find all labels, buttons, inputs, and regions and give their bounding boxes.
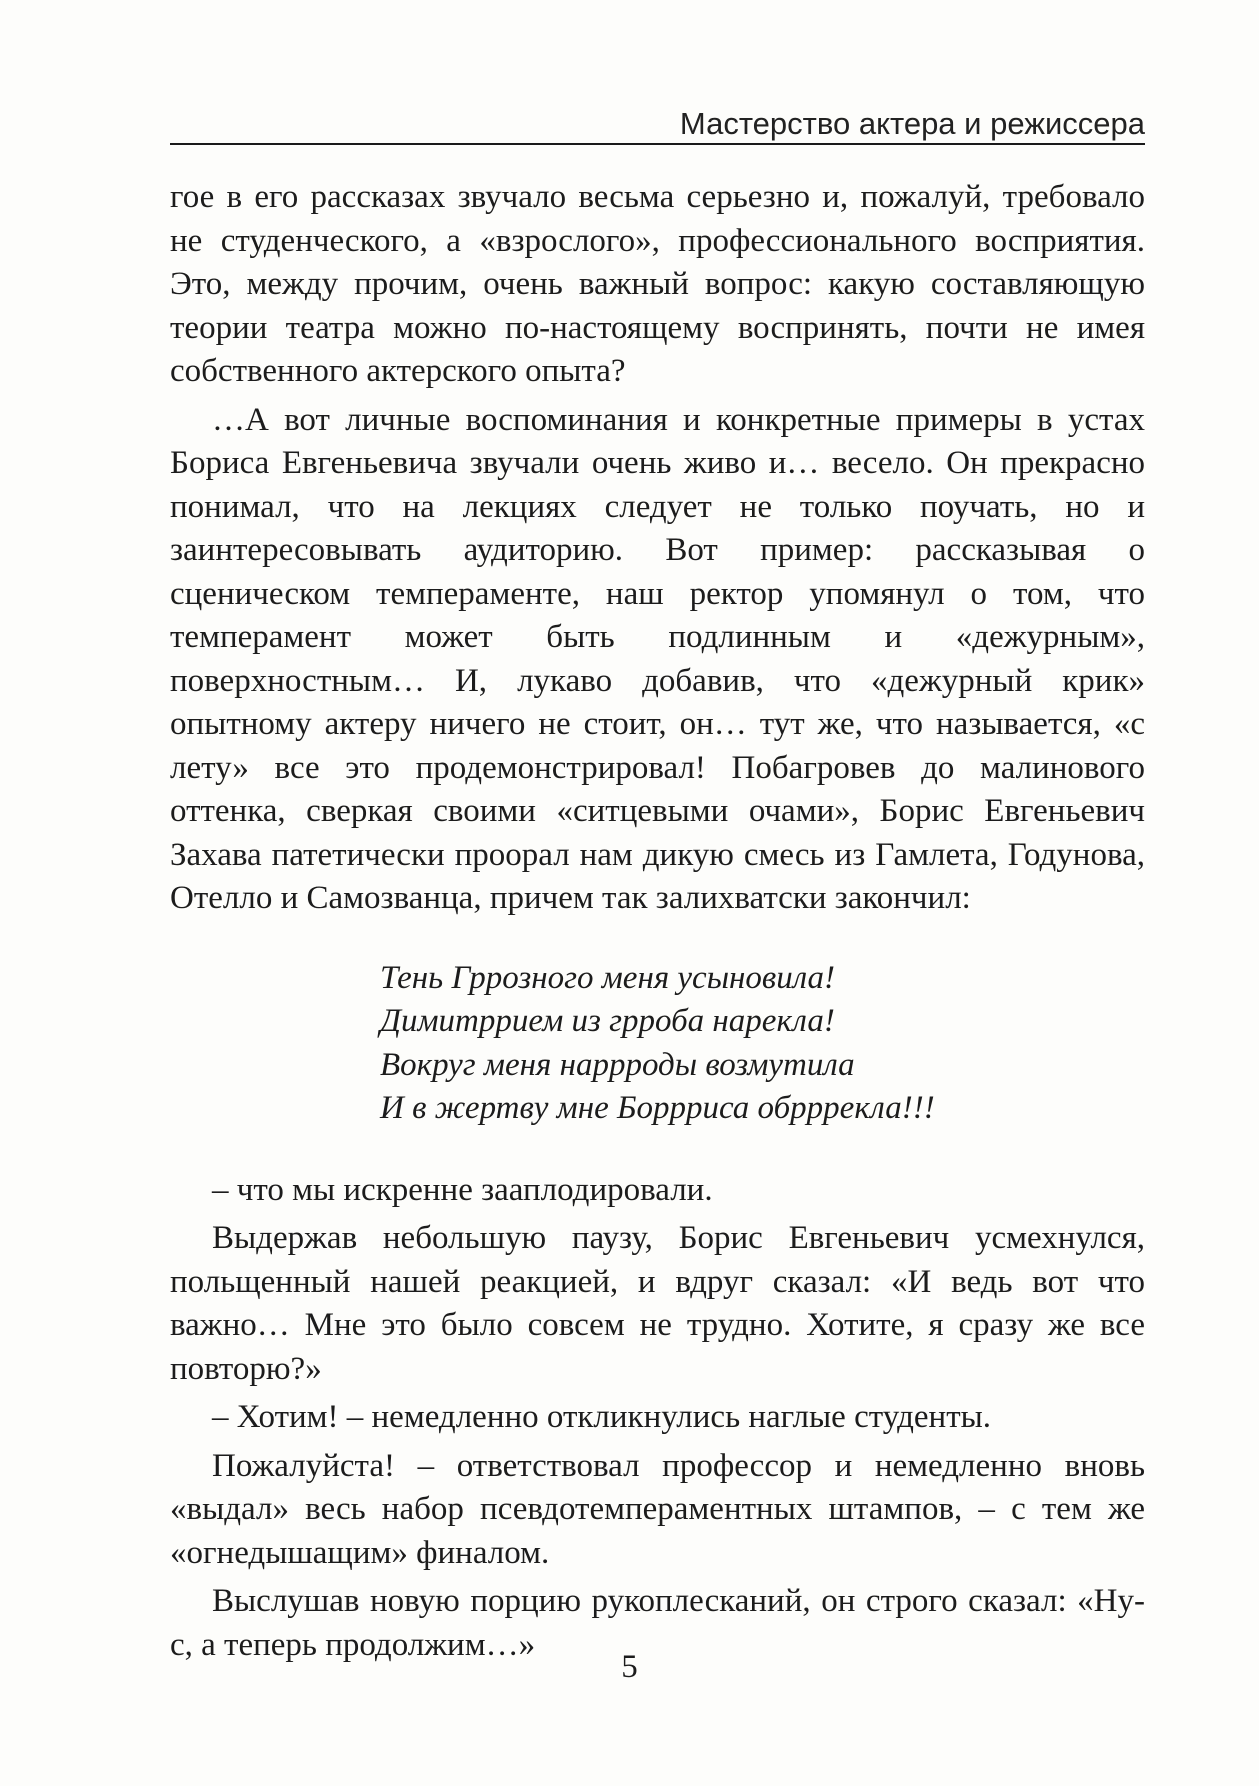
page-number: 5 xyxy=(621,1649,638,1685)
poem-line: Вокруг меня наррроды возмутила xyxy=(380,1046,855,1083)
poem-line: Тень Гррозного меня усыновила! xyxy=(380,959,836,996)
paragraph: – Хотим! – немедленно откликнулись наглые студенты. xyxy=(212,1399,992,1435)
poem-quote xyxy=(380,957,1145,1131)
paragraph: Выслушав новую порцию рукоплесканий, он строго сказал: «Ну-с, а теперь продолжим…» xyxy=(170,1583,1145,1663)
header-rule xyxy=(170,143,1145,145)
paragraph: Пожалуйста! – ответствовал профессор и немедленно вновь «выдал» весь набор псевдотемпераментных штампов, – с тем же «огнедышащим» финалом. xyxy=(170,1447,1145,1571)
poem-line: И в жертву мне Боррриса обрррекла!!! xyxy=(380,1090,935,1126)
body-text xyxy=(170,176,1145,1667)
paragraph: – что мы искренне зааплодировали. xyxy=(212,1171,713,1208)
paragraph: гое в его рассказах звучало весьма серьезно и, пожалуй, требовало не студенческого, а «взрослого», профессионального восприятия. Это, между прочим, очень важный вопрос: какую составляющую теории театра можно по-настоящему воспринять, почти не имея собственного актерского опыта? xyxy=(170,179,1145,389)
poem-line: Димитррием из грроба нарекла! xyxy=(380,1003,835,1039)
paragraph: …А вот личные воспоминания и конкретные примеры в устах Бориса Евгеньевича звучали очень живо и… весело. Он прекрасно понимал, что на лекциях следует не только поучать, но и заинтересовывать аудиторию. Вот пример: рассказывая о сценическом темпераменте, наш ректор упомянул о том, что темперамент может быть подлинным и «дежурным», поверхностным… И, лукаво добавив, что «дежурный крик» опытному актеру ничего не стоит, он… тут же, что называется, «с лету» все это продемонстрировал! Побагровев до малинового оттенка, сверкая своими «ситцевыми очами», Борис Евгеньевич Захава патетически проорал нам дикую смесь из Гамлета, Годунова, Отелло и Самозванца, причем так залихватски закончил: xyxy=(170,401,1145,916)
running-head: Мастерство актера и режиссера xyxy=(679,106,1145,141)
paragraph: Выдержав небольшую паузу, Борис Евгеньевич усмехнулся, польщенный нашей реакцией, и вдруг сказал: «И ведь вот что важно… Мне это было совсем не трудно. Хотите, я сразу же все повторю?» xyxy=(170,1220,1145,1387)
